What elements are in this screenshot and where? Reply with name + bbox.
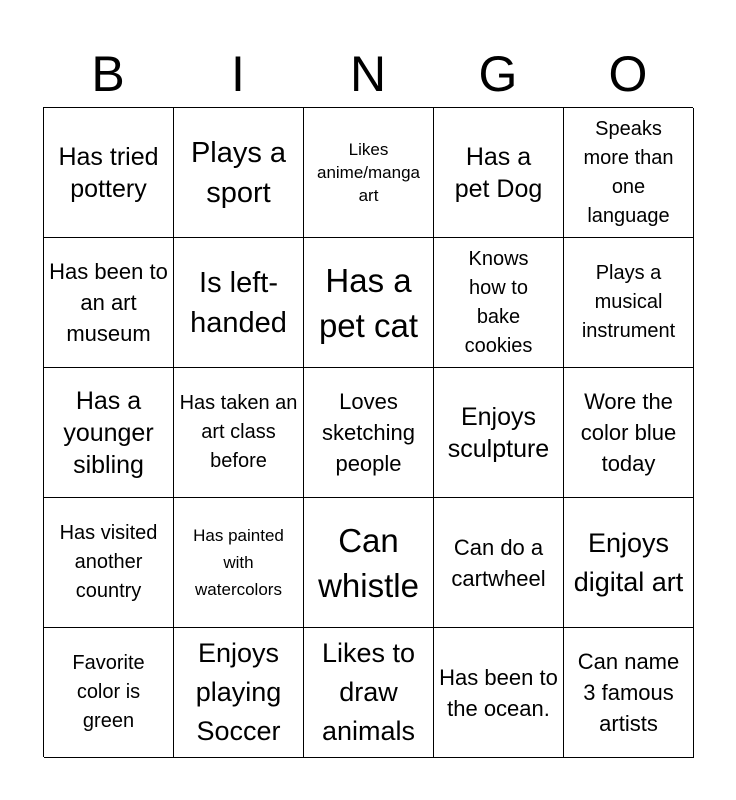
- cell-text: Wore the color blue today: [580, 389, 677, 476]
- bingo-cell-r5c1[interactable]: [44, 628, 174, 758]
- bingo-cell-r2c1[interactable]: [44, 238, 174, 368]
- bingo-cell-r5c2[interactable]: [174, 628, 304, 758]
- bingo-cell-r2c5[interactable]: [564, 238, 694, 368]
- cell-text: Has been to the ocean.: [439, 664, 558, 721]
- header-letter-i: I: [231, 46, 245, 102]
- cell-text: Has been to an art museum: [49, 259, 168, 346]
- header-letter-n: N: [349, 46, 387, 102]
- cell-text: Plays a sport: [190, 136, 287, 209]
- cell-text: Has visited another country: [59, 522, 158, 602]
- bingo-board: [43, 107, 693, 757]
- cell-text: Enjoys sculpture: [447, 402, 550, 463]
- cell-text: Has taken an art class before: [179, 392, 298, 472]
- cell-text: Knows how to bake cookies: [464, 247, 533, 357]
- cell-text: Likes to draw animals: [321, 638, 416, 746]
- bingo-cell-r1c1[interactable]: [44, 108, 174, 238]
- cell-text: Has painted with watercolors: [193, 526, 284, 599]
- header-letter-g: G: [478, 46, 518, 102]
- bingo-cell-r5c3[interactable]: [304, 628, 434, 758]
- bingo-cell-r4c3[interactable]: [304, 498, 434, 628]
- bingo-cell-r2c3[interactable]: [304, 238, 434, 368]
- cell-text: Has a pet cat: [318, 261, 419, 344]
- bingo-cell-r2c4[interactable]: [434, 238, 564, 368]
- cell-text: Enjoys digital art: [573, 527, 684, 597]
- cell-text: Loves sketching people: [322, 389, 415, 476]
- header-letter-o: O: [608, 46, 648, 102]
- cell-text: Favorite color is green: [72, 652, 145, 732]
- bingo-cell-r4c1[interactable]: [44, 498, 174, 628]
- bingo-cell-r3c5[interactable]: [564, 368, 694, 498]
- bingo-cell-r2c2[interactable]: [174, 238, 304, 368]
- bingo-header: [43, 40, 693, 108]
- bingo-cell-r1c4[interactable]: [434, 108, 564, 238]
- cell-text: Is left-handed: [190, 266, 287, 339]
- cell-text: Can name 3 famous artists: [577, 649, 680, 736]
- bingo-cell-r1c5[interactable]: [564, 108, 694, 238]
- cell-text: Has tried pottery: [58, 142, 159, 203]
- bingo-cell-r4c5[interactable]: [564, 498, 694, 628]
- bingo-cell-r3c4[interactable]: [434, 368, 564, 498]
- cell-text: Speaks more than one language: [583, 117, 674, 227]
- bingo-cell-r4c4[interactable]: [434, 498, 564, 628]
- bingo-cell-r3c1[interactable]: [44, 368, 174, 498]
- bingo-cell-r1c2[interactable]: [174, 108, 304, 238]
- bingo-cell-r3c2[interactable]: [174, 368, 304, 498]
- bingo-cell-r5c4[interactable]: [434, 628, 564, 758]
- bingo-cell-r1c3[interactable]: [304, 108, 434, 238]
- cell-text: Likes anime/manga art: [316, 140, 420, 205]
- cell-text: Plays a musical instrument: [581, 262, 676, 342]
- cell-text: Can whistle: [318, 521, 419, 604]
- cell-text: Enjoys playing Soccer: [195, 638, 282, 746]
- bingo-cell-r4c2[interactable]: [174, 498, 304, 628]
- cell-text: Has a younger sibling: [63, 386, 154, 479]
- cell-text: Can do a cartwheel: [451, 534, 546, 591]
- bingo-cell-r3c3[interactable]: [304, 368, 434, 498]
- bingo-cell-r5c5[interactable]: [564, 628, 694, 758]
- header-letter-b: B: [91, 46, 125, 102]
- cell-text: Has a pet Dog: [454, 142, 543, 203]
